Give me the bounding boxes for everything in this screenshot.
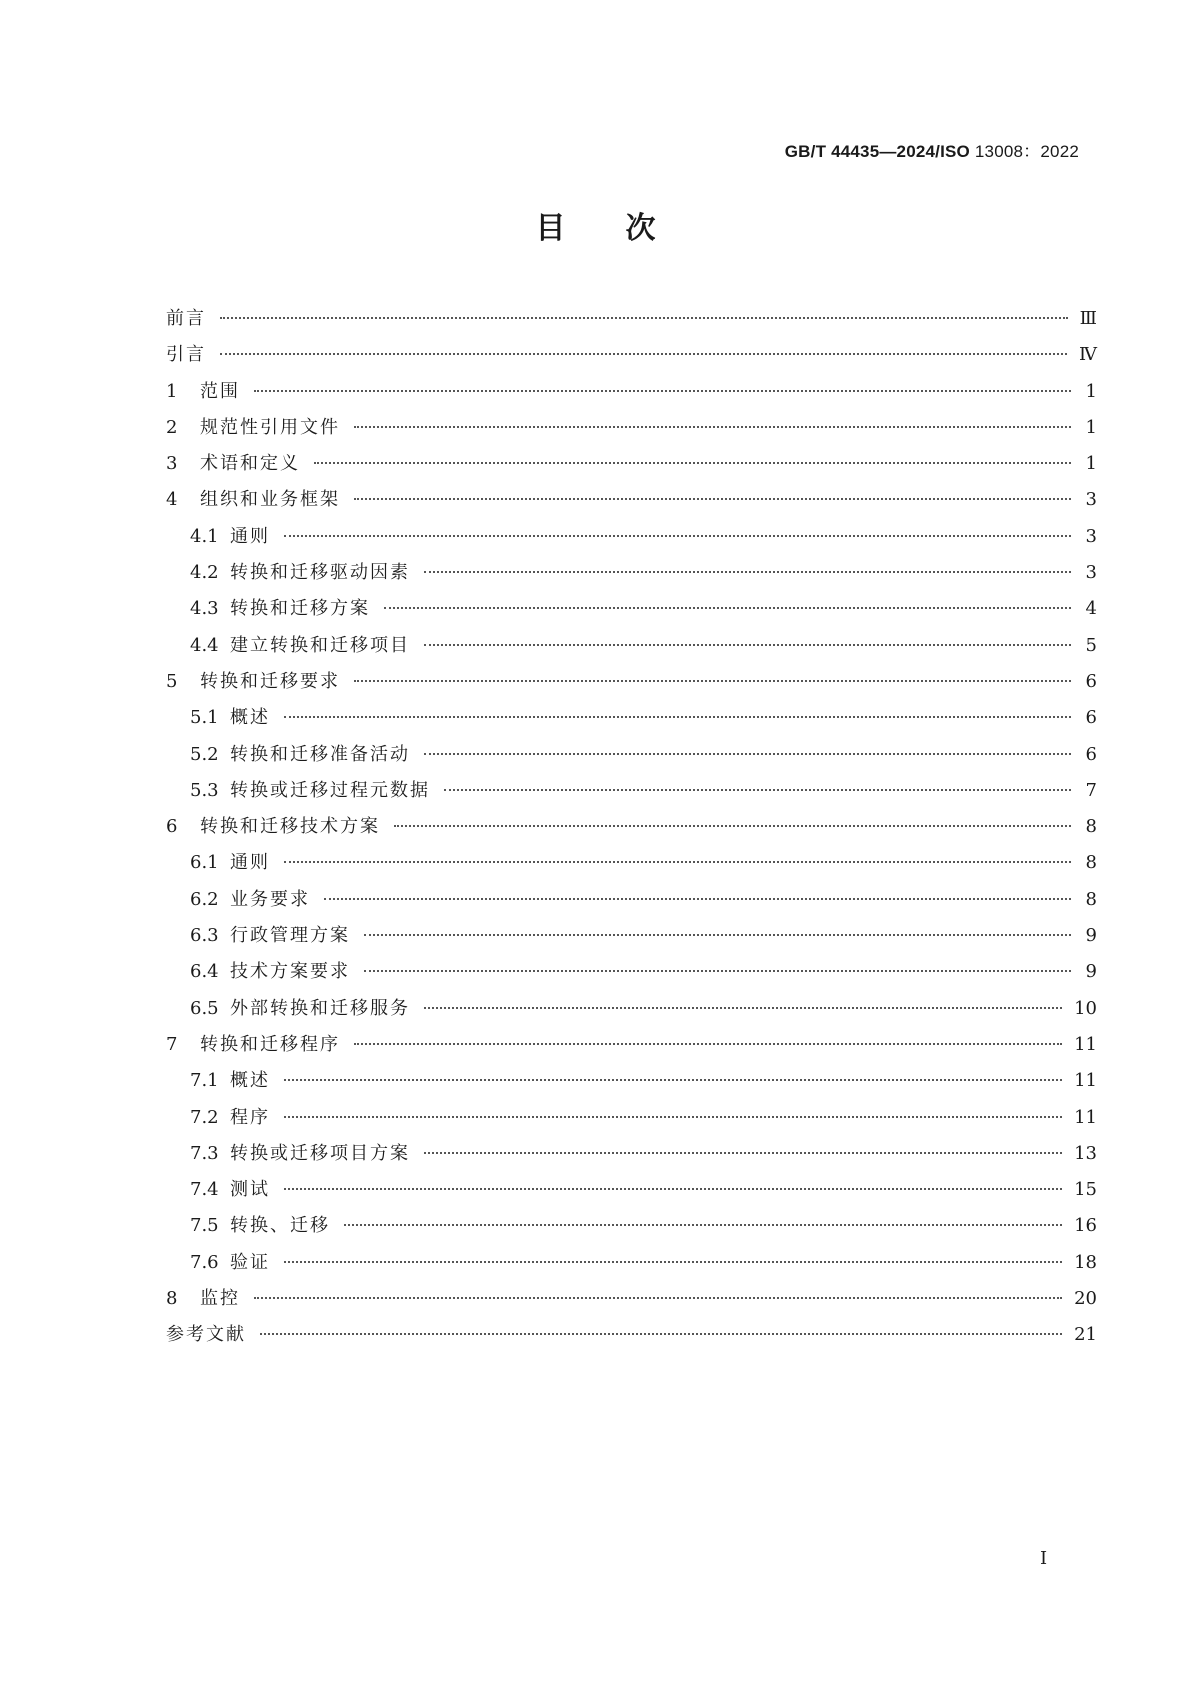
toc-entry-page: Ⅲ [1079, 308, 1097, 329]
toc-entry-page: 1 [1085, 380, 1097, 402]
toc-entry-page: Ⅳ [1079, 344, 1097, 366]
toc-dot-leader [394, 825, 1071, 827]
toc-entry[interactable] [166, 410, 1097, 446]
toc-entry-number: 7 [166, 1033, 178, 1055]
toc-entry-number: 7.5 [190, 1215, 219, 1237]
toc-entry-page: 8 [1085, 888, 1097, 910]
toc-entry-number: 4.3 [190, 598, 219, 620]
toc-entry-title: 测试 [230, 1179, 270, 1201]
toc-entry-page: 15 [1074, 1179, 1097, 1201]
toc-dot-leader [344, 1224, 1062, 1226]
toc-entry-number: 2 [166, 416, 178, 438]
toc-entry-page: 9 [1085, 925, 1097, 947]
toc-entry-title: 概述 [230, 1070, 270, 1092]
toc-dot-leader [284, 861, 1071, 863]
toc-entry-page: 13 [1074, 1142, 1097, 1164]
toc-dot-leader [284, 716, 1071, 718]
toc-entry-page: 4 [1085, 598, 1097, 620]
toc-entry[interactable] [166, 1136, 1097, 1172]
toc-dot-leader [220, 317, 1068, 319]
toc-entry-number: 4.4 [190, 634, 219, 656]
toc-entry-page: 3 [1085, 489, 1097, 511]
toc-entry-number: 6.4 [190, 961, 219, 983]
toc-entry-title: 转换或迁移项目方案 [230, 1142, 410, 1164]
toc-dot-leader [444, 789, 1071, 791]
toc-entry[interactable] [166, 301, 1097, 337]
toc-entry-number: 8 [166, 1288, 178, 1310]
toc-entry-page: 8 [1085, 816, 1097, 838]
toc-dot-leader [424, 571, 1071, 573]
toc-entry-title: 转换和迁移程序 [200, 1033, 340, 1055]
toc-entry-page: 11 [1074, 1033, 1097, 1055]
toc-entry[interactable] [166, 1317, 1097, 1353]
toc-entry-title: 转换和迁移准备活动 [230, 743, 410, 765]
toc-entry-page: 6 [1085, 707, 1097, 729]
standard-code-iso-year: 13008：2022 [969, 142, 1079, 161]
toc-entry[interactable] [166, 1027, 1097, 1063]
toc-entry-title: 转换和迁移技术方案 [200, 816, 380, 838]
toc-entry-title: 通则 [230, 525, 270, 547]
toc-entry-page: 3 [1085, 562, 1097, 584]
toc-entry-title: 规范性引用文件 [200, 416, 340, 438]
toc-entry[interactable] [166, 591, 1097, 627]
toc-entry-title: 转换和迁移方案 [230, 598, 370, 620]
toc-entry-page: 6 [1085, 743, 1097, 765]
toc-dot-leader [354, 1043, 1062, 1045]
toc-entry-number: 5.2 [190, 743, 219, 765]
toc-entry-number: 7.1 [190, 1070, 219, 1092]
toc-entry-page: 8 [1085, 852, 1097, 874]
toc-dot-leader [364, 970, 1071, 972]
page-number: I [1040, 1548, 1048, 1569]
toc-entry-page: 6 [1085, 670, 1097, 692]
toc-entry-title: 转换、迁移 [230, 1215, 330, 1237]
toc-entry-title: 转换和迁移驱动因素 [230, 562, 410, 584]
toc-dot-leader [424, 644, 1071, 646]
toc-entry-page: 5 [1085, 634, 1097, 656]
toc-entry[interactable] [166, 519, 1097, 555]
toc-entry-number: 7.3 [190, 1142, 219, 1164]
toc-dot-leader [424, 753, 1071, 755]
toc-entry-number: 6.2 [190, 888, 219, 910]
toc-dot-leader [314, 462, 1071, 464]
toc-entry[interactable] [166, 773, 1097, 809]
toc-entry-title: 术语和定义 [200, 453, 300, 475]
standard-code-main: GB/T 44435—2024/ISO [784, 142, 970, 161]
toc-entry-title: 外部转换和迁移服务 [230, 997, 410, 1019]
toc-entry-number: 6.3 [190, 925, 219, 947]
toc-entry-title: 建立转换和迁移项目 [230, 634, 410, 656]
toc-entry-number: 4.2 [190, 562, 219, 584]
toc-entry-page: 7 [1085, 779, 1097, 801]
toc-entry-title: 验证 [230, 1251, 270, 1273]
toc-entry-title: 转换和迁移要求 [200, 670, 340, 692]
toc-dot-leader [284, 1116, 1062, 1118]
toc-entry-page: 18 [1074, 1251, 1097, 1273]
toc-entry-page: 1 [1085, 453, 1097, 475]
toc-entry[interactable] [166, 337, 1097, 373]
toc-entry-page: 21 [1074, 1324, 1097, 1346]
toc-dot-leader [284, 535, 1071, 537]
toc-entry-number: 5.1 [190, 707, 219, 729]
toc-dot-leader [220, 353, 1067, 355]
toc-entry-title: 参考文献 [166, 1324, 246, 1346]
toc-entry-number: 7.6 [190, 1251, 219, 1273]
toc-entry-page: 10 [1074, 997, 1097, 1019]
toc-entry[interactable] [166, 918, 1097, 954]
standard-code [785, 137, 1079, 162]
toc-entry-title: 转换或迁移过程元数据 [230, 779, 430, 801]
toc-entry[interactable] [166, 991, 1097, 1027]
toc-dot-leader [354, 680, 1071, 682]
toc-entry-title: 概述 [230, 707, 270, 729]
toc-entry[interactable] [166, 845, 1097, 881]
toc-entry[interactable] [166, 1245, 1097, 1281]
page-title: 目次 [535, 211, 716, 246]
toc-entry-title: 通则 [230, 852, 270, 874]
toc-dot-leader [254, 1297, 1062, 1299]
toc-entry-number: 1 [166, 380, 178, 402]
toc-entry-number: 7.2 [190, 1106, 219, 1128]
table-of-contents [166, 301, 1097, 1354]
toc-dot-leader [284, 1188, 1062, 1190]
toc-entry-title: 引言 [166, 344, 206, 366]
toc-entry[interactable] [166, 809, 1097, 845]
toc-entry[interactable] [166, 664, 1097, 700]
toc-dot-leader [324, 898, 1071, 900]
toc-entry-title: 行政管理方案 [230, 925, 350, 947]
toc-dot-leader [260, 1333, 1062, 1335]
toc-entry-page: 9 [1085, 961, 1097, 983]
toc-dot-leader [284, 1079, 1062, 1081]
toc-entry-number: 7.4 [190, 1179, 219, 1201]
toc-entry[interactable] [166, 1063, 1097, 1099]
toc-entry-title: 范围 [200, 380, 240, 402]
toc-entry-number: 6.5 [190, 997, 219, 1019]
toc-entry-number: 6 [166, 816, 178, 838]
toc-entry-number: 6.1 [190, 852, 219, 874]
toc-entry[interactable] [166, 1208, 1097, 1244]
toc-entry-title: 业务要求 [230, 888, 310, 910]
toc-entry[interactable] [166, 446, 1097, 482]
toc-entry[interactable] [166, 700, 1097, 736]
toc-dot-leader [284, 1261, 1062, 1263]
toc-entry-title: 前言 [166, 308, 206, 329]
toc-entry-number: 4 [166, 489, 178, 511]
toc-dot-leader [424, 1007, 1062, 1009]
toc-dot-leader [364, 934, 1071, 936]
toc-entry-page: 11 [1074, 1106, 1097, 1128]
toc-entry-number: 5 [166, 670, 178, 692]
toc-entry[interactable] [166, 1281, 1097, 1317]
toc-entry[interactable] [166, 1172, 1097, 1208]
toc-entry-number: 3 [166, 453, 178, 475]
toc-entry[interactable] [166, 628, 1097, 664]
toc-entry-page: 16 [1074, 1215, 1097, 1237]
toc-entry-page: 3 [1085, 525, 1097, 547]
toc-entry[interactable] [166, 555, 1097, 591]
toc-entry[interactable] [166, 374, 1097, 410]
toc-entry-title: 监控 [200, 1288, 240, 1310]
toc-dot-leader [354, 426, 1071, 428]
toc-dot-leader [254, 390, 1071, 392]
toc-entry-title: 程序 [230, 1106, 270, 1128]
toc-entry[interactable] [166, 954, 1097, 990]
toc-entry[interactable] [166, 737, 1097, 773]
toc-entry-title: 组织和业务框架 [200, 489, 340, 511]
toc-dot-leader [384, 607, 1071, 609]
toc-entry-page: 1 [1085, 416, 1097, 438]
toc-entry-page: 20 [1074, 1288, 1097, 1310]
toc-entry-number: 5.3 [190, 779, 219, 801]
toc-dot-leader [424, 1152, 1062, 1154]
toc-entry[interactable] [166, 1100, 1097, 1136]
toc-entry-number: 4.1 [190, 525, 219, 547]
toc-entry[interactable] [166, 882, 1097, 918]
toc-entry-title: 技术方案要求 [230, 961, 350, 983]
toc-entry[interactable] [166, 482, 1097, 518]
toc-entry-page: 11 [1074, 1070, 1097, 1092]
toc-dot-leader [354, 498, 1071, 500]
